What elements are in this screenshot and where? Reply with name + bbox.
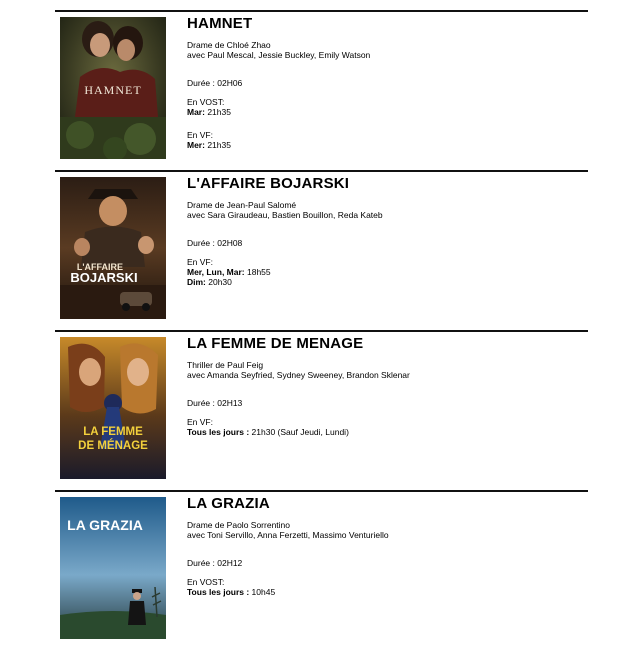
film-info-la-femme-de-menage [187,335,587,437]
show-days: Mar: [187,107,205,117]
showtime [187,427,587,437]
show-days: Tous les jours : [187,587,250,597]
film-duration: Durée : 02H13 [187,398,243,408]
poster-hamnet-title: HAMNET [84,83,142,97]
show-times: 18h55 [244,267,271,277]
show-times: 21h35 [204,107,231,117]
show-times: 21h35 [204,140,231,150]
film-genre: Drame de Paolo Sorrentino [187,520,291,530]
poster-hamnet-image [60,17,166,159]
poster-femme-image [60,337,166,479]
show-days: Mer, Lun, Mar: [187,267,245,277]
film-entry-laffaire-bojarski [55,170,588,330]
film-genre: Drame de Chloé Zhao [187,40,271,50]
film-entry-la-grazia [55,490,588,650]
film-cast: avec Toni Servillo, Anna Ferzetti, Massimo Venturiello [187,530,389,540]
poster-femme-title-1: LA FEMME [83,426,143,438]
film-duration: Durée : 02H06 [187,78,243,88]
poster-la-femme-de-menage[interactable] [60,337,166,479]
film-title[interactable]: L'AFFAIRE BOJARSKI [187,175,350,192]
film-entry-hamnet [55,10,588,170]
poster-la-grazia[interactable] [60,497,166,639]
show-days: Dim: [187,277,206,287]
film-cast: avec Sara Giraudeau, Bastien Bouillon, Reda Kateb [187,210,383,220]
film-cast: avec Paul Mescal, Jessie Buckley, Emily Watson [187,50,371,60]
poster-laffaire-bojarski[interactable] [60,177,166,319]
film-info-la-grazia [187,495,587,597]
show-times: 10h45 [249,587,276,597]
film-cast: avec Amanda Seyfried, Sydney Sweeney, Brandon Sklenar [187,370,410,380]
showtime [187,277,587,287]
film-entry-la-femme-de-menage [55,330,588,490]
version-label: En VF: [187,417,213,427]
version-label: En VOST: [187,97,225,107]
version-label: En VF: [187,130,213,140]
poster-femme-title-2: DE MÉNAGE [78,440,148,452]
film-title[interactable]: LA GRAZIA [187,495,270,512]
show-days: Mer: [187,140,205,150]
showtime [187,140,587,150]
film-duration: Durée : 02H08 [187,238,243,248]
poster-bojarski-title-2: BOJARSKI [70,270,138,285]
version-label: En VF: [187,257,213,267]
showtime [187,267,587,277]
poster-bojarski-image [60,177,166,319]
film-genre: Thriller de Paul Feig [187,360,264,370]
poster-grazia-image [60,497,166,639]
poster-hamnet[interactable] [60,17,166,159]
show-times: 20h30 [205,277,232,287]
film-title[interactable]: HAMNET [187,15,253,32]
showtime [187,107,587,117]
poster-bojarski-title-1: L'AFFAIRE [76,262,124,272]
film-genre: Drame de Jean-Paul Salomé [187,200,297,210]
showtime [187,587,587,597]
version-label: En VOST: [187,577,225,587]
show-times: 21h30 (Sauf Jeudi, Lundi) [249,427,349,437]
poster-grazia-title: LA GRAZIA [67,517,143,533]
film-info-hamnet [187,15,587,150]
film-duration: Durée : 02H12 [187,558,243,568]
film-title[interactable]: LA FEMME DE MENAGE [187,335,364,352]
show-days: Tous les jours : [187,427,250,437]
film-info-laffaire-bojarski [187,175,587,287]
